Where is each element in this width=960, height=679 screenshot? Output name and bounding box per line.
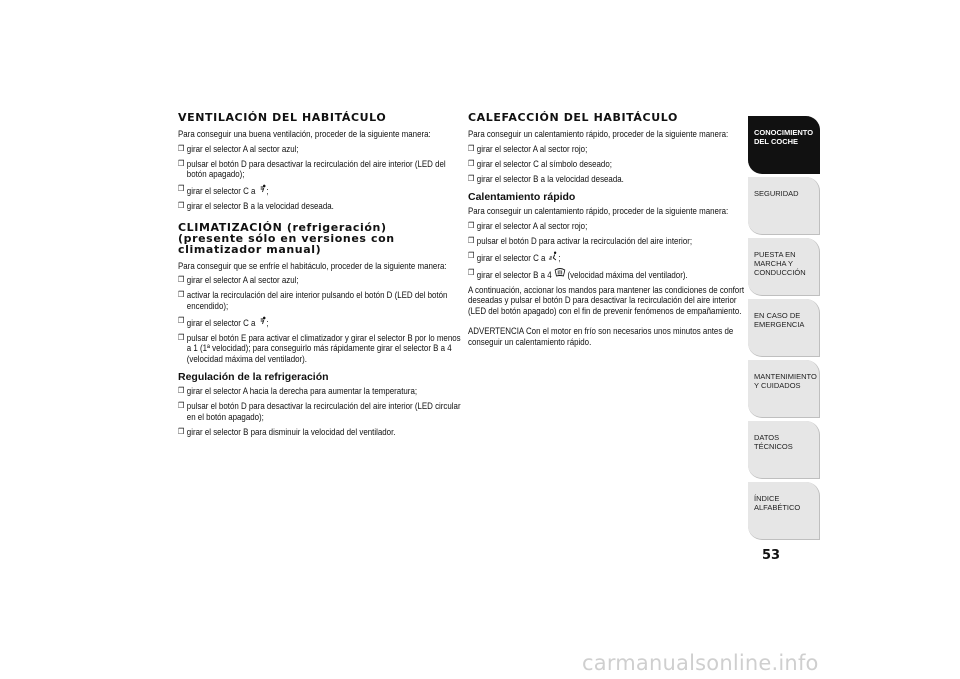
checkbox-bullet-icon: ❒ [178, 386, 185, 395]
checkbox-bullet-icon: ❒ [468, 235, 475, 245]
person-feet-vent-icon [548, 251, 559, 261]
list-regulacion [178, 386, 461, 437]
list-item: ❒ girar el selector A al sector azul; [178, 275, 299, 285]
checkbox-bullet-icon: ❒ [178, 315, 185, 325]
list-item: ❒ girar el selector C al símbolo deseado; [468, 158, 612, 169]
checkbox-bullet-icon: ❒ [468, 173, 475, 183]
left-column [178, 111, 461, 442]
page-number: 53 [762, 548, 781, 563]
list-item: ❒ girar el selector B para disminuir la velocidad del ventilador. [178, 426, 396, 437]
list-item: ❒ girar el selector B a la velocidad deseada. [178, 201, 334, 211]
tab-conocimiento-del-coche[interactable]: CONOCIMIENTO DEL COCHE [748, 116, 820, 174]
checkbox-bullet-icon: ❒ [178, 143, 185, 153]
list-item: ❒ pulsar el botón D para activar la recirculación del aire interior; [468, 235, 693, 246]
checkbox-bullet-icon: ❒ [178, 275, 185, 284]
checkbox-bullet-icon: ❒ [178, 290, 185, 299]
list-climatizacion [178, 275, 461, 364]
tab-puesta-en-marcha[interactable]: PUESTA EN MARCHA Y CONDUCCIÓN [748, 238, 820, 296]
person-face-vent-icon [258, 316, 267, 326]
tab-seguridad[interactable]: SEGURIDAD [748, 177, 820, 235]
checkbox-bullet-icon: ❒ [178, 201, 185, 210]
intro-calentamiento-rapido: Para conseguir un calentamiento rápido, proceder de la siguiente manera: [468, 206, 729, 216]
chapter-sidebar [748, 116, 820, 543]
watermark: carmanualsonline.info [582, 651, 819, 675]
checkbox-bullet-icon: ❒ [468, 250, 475, 260]
heading-calefaccion: CALEFACCIÓN DEL HABITÁCULO [468, 111, 678, 124]
subheading-calentamiento-rapido: Calentamiento rápido [468, 191, 576, 203]
checkbox-bullet-icon: ❒ [468, 143, 475, 153]
paragraph-continuacion: A continuación, accionar los mandos para mantener las condiciones de confort deseadas y pulsar el botón D para desactivar la recirculación del aire interior (LED del botón apagado) con el fin de prevenir fenómenos de empañamiento. [468, 284, 745, 316]
checkbox-bullet-icon: ❒ [178, 158, 185, 168]
checkbox-bullet-icon: ❒ [178, 401, 185, 410]
list-item: ❒ girar el selector C a ; [178, 184, 269, 196]
checkbox-bullet-icon: ❒ [178, 332, 185, 342]
list-calefaccion [468, 144, 746, 185]
intro-climatizacion: Para conseguir que se enfríe el habitáculo, proceder de la siguiente manera: [178, 260, 447, 271]
list-item: ❒ girar el selector A al sector azul; [178, 143, 299, 154]
checkbox-bullet-icon: ❒ [178, 426, 185, 436]
list-item: ❒ girar el selector C a ; [468, 250, 561, 263]
intro-ventilacion: Para conseguir una buena ventilación, proceder de la siguiente manera: [178, 129, 431, 139]
right-column [468, 112, 746, 351]
subheading-regulacion: Regulación de la refrigeración [178, 371, 329, 383]
person-face-vent-icon [258, 184, 267, 194]
tab-en-caso-de-emergencia[interactable]: EN CASO DE EMERGENCIA [748, 299, 820, 357]
windshield-defrost-icon [554, 268, 565, 278]
list-ventilacion [178, 144, 456, 212]
tab-datos-tecnicos[interactable]: DATOS TÉCNICOS [748, 421, 820, 479]
heading-ventilacion: VENTILACIÓN DEL HABITÁCULO [178, 111, 387, 124]
checkbox-bullet-icon: ❒ [178, 184, 185, 193]
intro-calefaccion: Para conseguir un calentamiento rápido, proceder de la siguiente manera: [468, 129, 729, 139]
checkbox-bullet-icon: ❒ [468, 158, 475, 168]
list-item: ❒ girar el selector C a ; [178, 315, 269, 328]
list-item: ❒ pulsar el botón E para activar el climatizador y girar el selector B por lo menos a 1 (1ª velocidad); para conseguirlo más rápidamente girar el selector B a 4 (velocidad máxima del ventilador). [178, 332, 461, 364]
list-item: ❒ girar el selector A al sector rojo; [468, 143, 588, 154]
checkbox-bullet-icon: ❒ [468, 267, 475, 277]
list-calentamiento-rapido [468, 221, 746, 281]
list-item: ❒ girar el selector B a 4 (velocidad máxima del ventilador). [468, 267, 688, 280]
list-item: ❒ girar el selector B a la velocidad deseada. [468, 173, 624, 184]
list-item: ❒ activar la recirculación del aire interior pulsando el botón D (LED del botón encendido); [178, 290, 448, 311]
list-item: ❒ girar el selector A hacia la derecha para aumentar la temperatura; [178, 386, 418, 396]
list-item: ❒ girar el selector A al sector rojo; [468, 220, 588, 231]
heading-climatizacion: CLIMATIZACIÓN (refrigeración) (presente sólo en versiones con climatizador manual) [178, 220, 395, 256]
list-item: ❒ pulsar el botón D para desactivar la recirculación del aire interior (LED del botón apagado); [178, 158, 446, 179]
tab-indice-alfabetico[interactable]: ÍNDICE ALFABÉTICO [748, 482, 820, 540]
checkbox-bullet-icon: ❒ [468, 220, 475, 230]
list-item: ❒ pulsar el botón D para desactivar la recirculación del aire interior (LED circular en el botón apagado); [178, 401, 461, 422]
tab-mantenimiento[interactable]: MANTENIMIENTO Y CUIDADOS [748, 360, 820, 418]
paragraph-advertencia: ADVERTENCIA Con el motor en frío son necesarios unos minutos antes de conseguir un calentamiento rápido. [468, 326, 734, 347]
